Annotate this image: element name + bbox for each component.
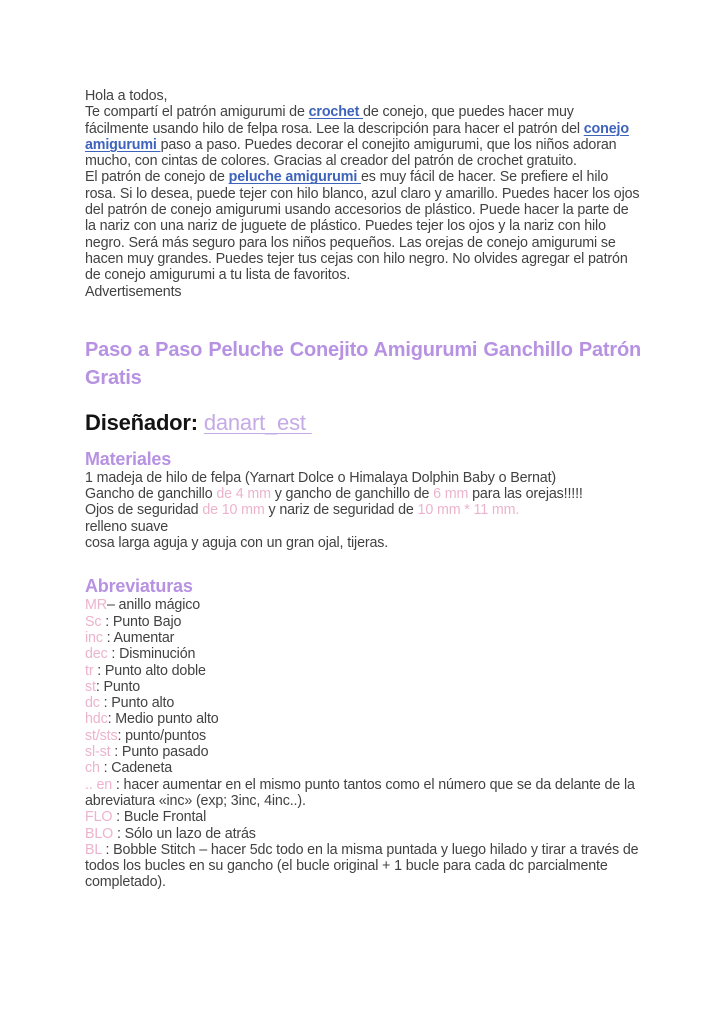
highlight-run: inc xyxy=(85,629,103,646)
materials-section xyxy=(85,449,641,551)
text-run: Ojos de seguridad xyxy=(85,502,203,519)
text-run: : Bobble Stitch – hacer 5dc todo en la misma puntada y luego hilado y tirar a través de todos los bucles en su gancho (el bucle original + 1 bucle para cada dc parcialmente completado). xyxy=(85,841,639,891)
text-run: Te compartí el patrón amigurumi de xyxy=(85,104,309,121)
text-run: : Punto alto doble xyxy=(93,662,206,679)
inline-link[interactable]: conejo amigurumi xyxy=(85,120,629,153)
abbreviations-heading: Abreviaturas xyxy=(85,576,193,597)
text-run: y gancho de ganchillo de xyxy=(270,486,434,503)
text-run: El patrón de conejo de xyxy=(85,169,229,186)
text-run: cosa larga aguja y aguja con un gran ojal, tijeras. xyxy=(85,535,389,552)
text-line xyxy=(85,597,641,613)
highlight-run: dc xyxy=(85,695,100,712)
page-title: Paso a Paso Peluche Conejito Amigurumi Ganchillo Patrón Gratis xyxy=(85,338,641,389)
text-run: : punto/puntos xyxy=(117,727,206,744)
highlight-run: sl-st xyxy=(85,744,111,761)
text-run: : Punto Bajo xyxy=(101,613,182,630)
highlight-run: Sc xyxy=(85,613,102,630)
text-run: : Punto xyxy=(95,678,141,695)
highlight-run: hdc xyxy=(85,711,108,728)
text-line xyxy=(85,777,641,810)
highlight-run: st xyxy=(85,678,96,695)
text-run: : Punto alto xyxy=(99,695,175,712)
highlight-run: tr xyxy=(85,662,94,679)
text-run: – anillo mágico xyxy=(106,597,201,614)
highlight-run: de 4 mm xyxy=(216,486,271,503)
text-line xyxy=(85,519,641,535)
highlight-run: .. en xyxy=(85,776,113,793)
text-run: : Cadeneta xyxy=(99,760,173,777)
highlight-run: dec xyxy=(85,646,108,663)
text-run: : hacer aumentar en el mismo punto tantos como el número que se da delante de la abreviatura «inc» (exp; 3inc, 4inc..). xyxy=(85,776,635,809)
text-line xyxy=(85,502,641,518)
highlight-run: BLO xyxy=(85,825,114,842)
text-line xyxy=(85,760,641,776)
intro-paragraphs xyxy=(85,88,641,300)
text-line xyxy=(85,470,641,486)
highlight-run: st/sts xyxy=(85,727,118,744)
text-run: y nariz de seguridad de xyxy=(264,502,418,519)
text-line xyxy=(85,104,641,169)
text-line xyxy=(85,744,641,760)
text-run: : Bucle Frontal xyxy=(112,809,207,826)
text-line xyxy=(85,842,641,891)
text-line xyxy=(85,486,641,502)
abbreviations-section xyxy=(85,576,641,890)
text-line xyxy=(85,646,641,662)
text-run: paso a paso. Puedes decorar el conejito amigurumi, que los niños adoran mucho, con cintas de colores. Gracias al creador del patrón de crochet gratuito. xyxy=(85,136,617,170)
text-line xyxy=(85,809,641,825)
text-line xyxy=(85,679,641,695)
highlight-run: 6 mm xyxy=(433,486,469,503)
highlight-run: MR xyxy=(85,597,107,614)
text-run: Hola a todos, xyxy=(85,88,168,104)
materials-heading: Materiales xyxy=(85,448,172,469)
label-strong: Diseñador: xyxy=(85,409,204,435)
text-run: para las orejas!!!!! xyxy=(468,486,583,503)
text-run: 1 madeja de hilo de felpa (Yarnart Dolce o Himalaya Dolphin Baby o Bernat) xyxy=(85,469,557,486)
highlight-run: FLO xyxy=(85,809,113,826)
designer-link[interactable]: danart_est xyxy=(203,409,312,435)
text-line xyxy=(85,711,641,727)
text-run: es muy fácil de hacer. Se prefiere el hilo rosa. Si lo desea, puede tejer con hilo blanco, azul claro y amarillo. Puedes hacer los ojos del patrón de conejo amigurumi usando accesorios de plástico. Puede hacer la parte de la nariz con una nariz de juguete de plástico. Puedes tejer los ojos y la nariz con hilo negro. Será más seguro para los niños pequeños. Las orejas de conejo amigurumi se hacen muy grandes. Puedes tejer tus cejas con hilo negro. No olvides agregar el patrón de conejo amigurumi a tu lista de favoritos. xyxy=(85,169,640,284)
text-line xyxy=(85,826,641,842)
text-line xyxy=(85,284,641,300)
inline-link[interactable]: peluche amigurumi xyxy=(228,169,361,186)
text-run: relleno suave xyxy=(85,518,169,535)
text-run: Gancho de ganchillo xyxy=(85,486,217,503)
text-run: : Disminución xyxy=(107,646,196,663)
inline-link[interactable]: crochet xyxy=(308,104,364,121)
highlight-run: de 10 mm xyxy=(202,502,265,519)
text-line xyxy=(85,695,641,711)
text-line xyxy=(85,630,641,646)
text-run: : Medio punto alto xyxy=(107,711,219,728)
text-run: : Punto pasado xyxy=(110,744,209,761)
text-run: de conejo, que puedes hacer muy fácilmente usando hilo de felpa rosa. Lee la descripción para hacer el patrón del xyxy=(85,104,584,137)
text-line xyxy=(85,88,641,104)
text-run: : Aumentar xyxy=(102,629,175,646)
text-line xyxy=(85,728,641,744)
text-line xyxy=(85,614,641,630)
text-run: Advertisements xyxy=(85,283,182,300)
highlight-run: BL xyxy=(85,841,102,858)
materials-list xyxy=(85,470,641,551)
highlight-run: 10 mm * 11 mm. xyxy=(417,502,520,519)
designer-line xyxy=(85,409,641,437)
abbreviations-list xyxy=(85,597,641,890)
highlight-run: ch xyxy=(85,760,100,777)
text-line xyxy=(85,535,641,551)
text-line xyxy=(85,663,641,679)
text-run: : Sólo un lazo de atrás xyxy=(113,825,256,842)
text-line xyxy=(85,169,641,283)
